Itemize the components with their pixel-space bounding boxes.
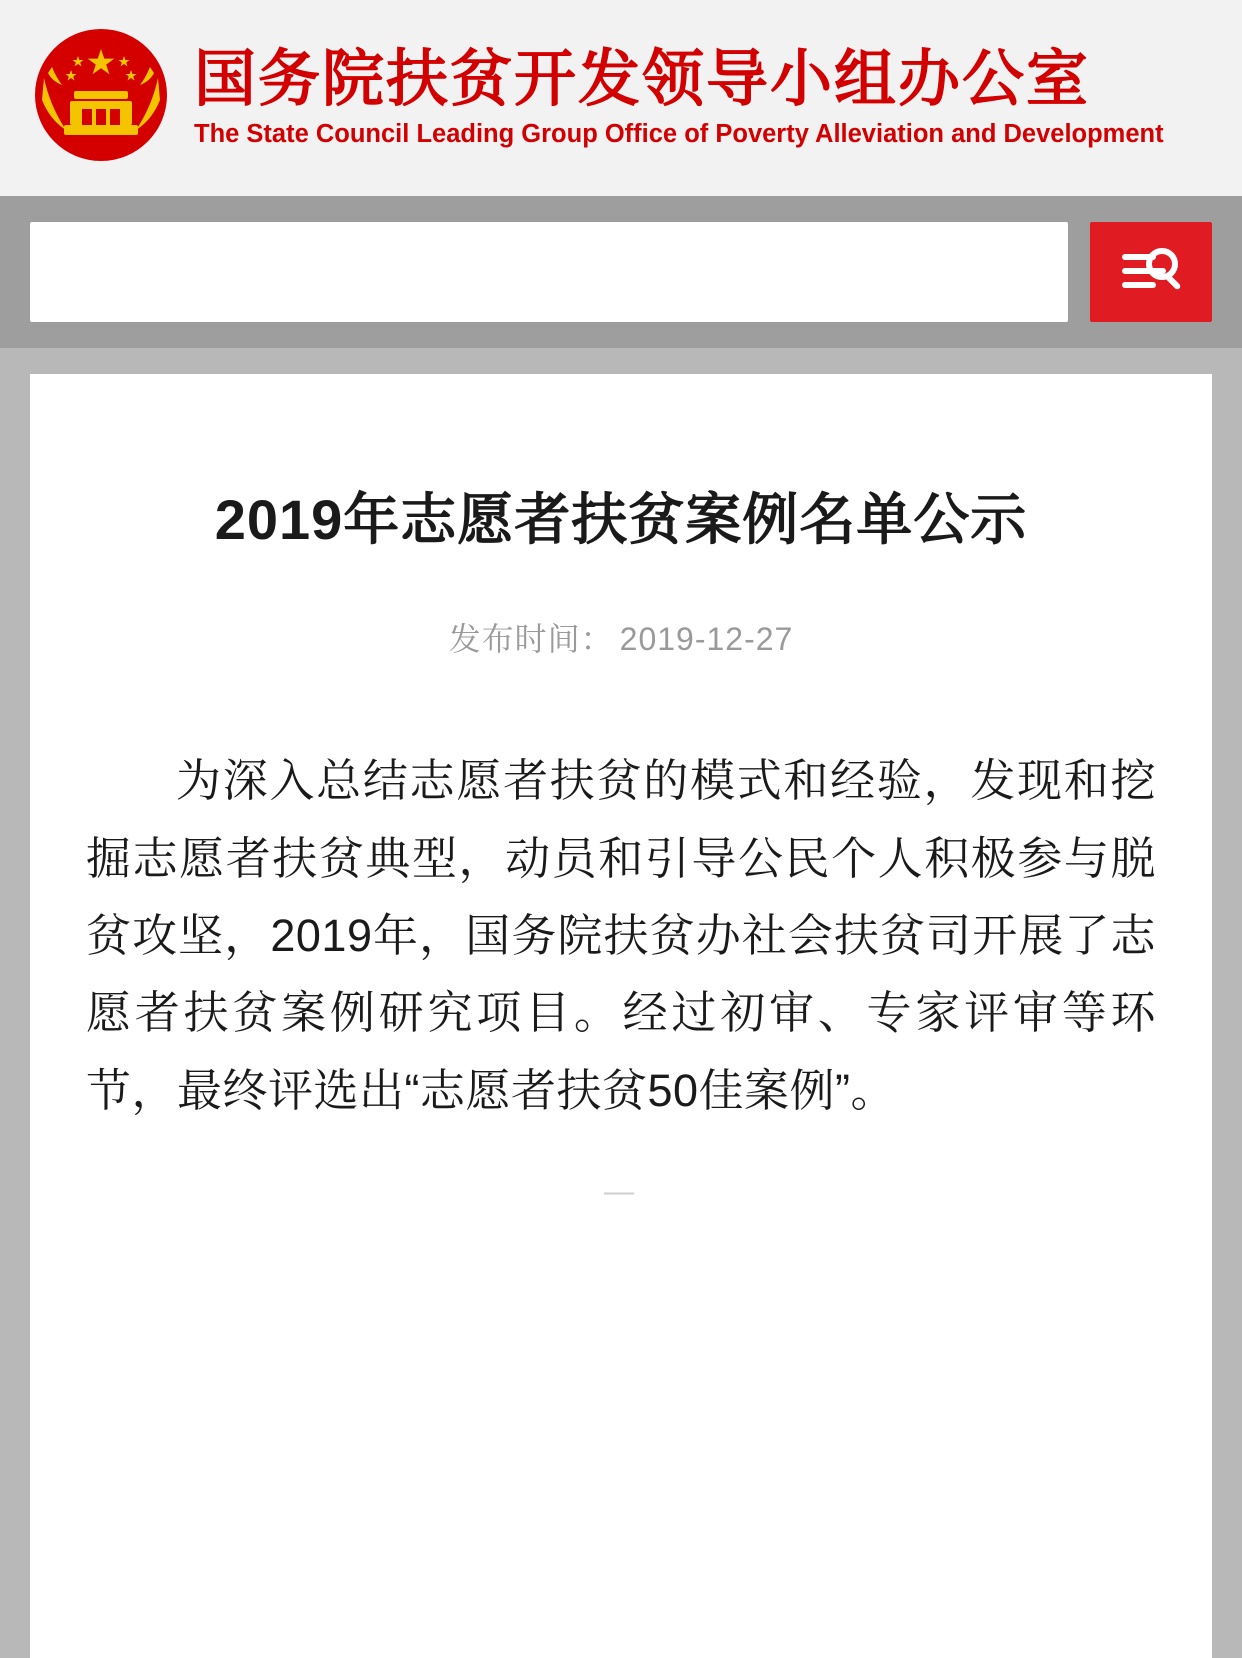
site-title-cn: 国务院扶贫开发领导小组办公室 [194, 44, 1091, 114]
publish-meta [86, 614, 1156, 660]
publish-date: 2019-12-27 [619, 621, 794, 658]
search-button[interactable] [1090, 222, 1212, 322]
site-title-en: The State Council Leading Group Office of Poverty Alleviation and Development [194, 120, 1164, 149]
china-national-emblem-icon [26, 23, 176, 173]
menu-search-icon [1118, 244, 1184, 301]
header-titles [194, 45, 1164, 152]
search-bar [0, 196, 1242, 348]
article-card [30, 374, 1212, 1658]
content-continues-indicator: — [604, 1175, 638, 1209]
article-body-paragraph: 为深入总结志愿者扶贫的模式和经验，发现和挖掘志愿者扶贫典型，动员和引导公民个人积极参与脱贫攻坚，2019年，国务院扶贫办社会扶贫司开展了志愿者扶贫案例研究项目。经过初审、专家评审等环节，最终评选出“志愿者扶贫50佳案例”。 [86, 755, 1156, 1116]
page-body [0, 348, 1242, 1658]
page-title: 2019年志愿者扶贫案例名单公示 [214, 487, 1028, 551]
site-header [0, 0, 1242, 196]
publish-time-label: 发布时间： [448, 621, 614, 658]
search-input[interactable] [30, 222, 1068, 322]
